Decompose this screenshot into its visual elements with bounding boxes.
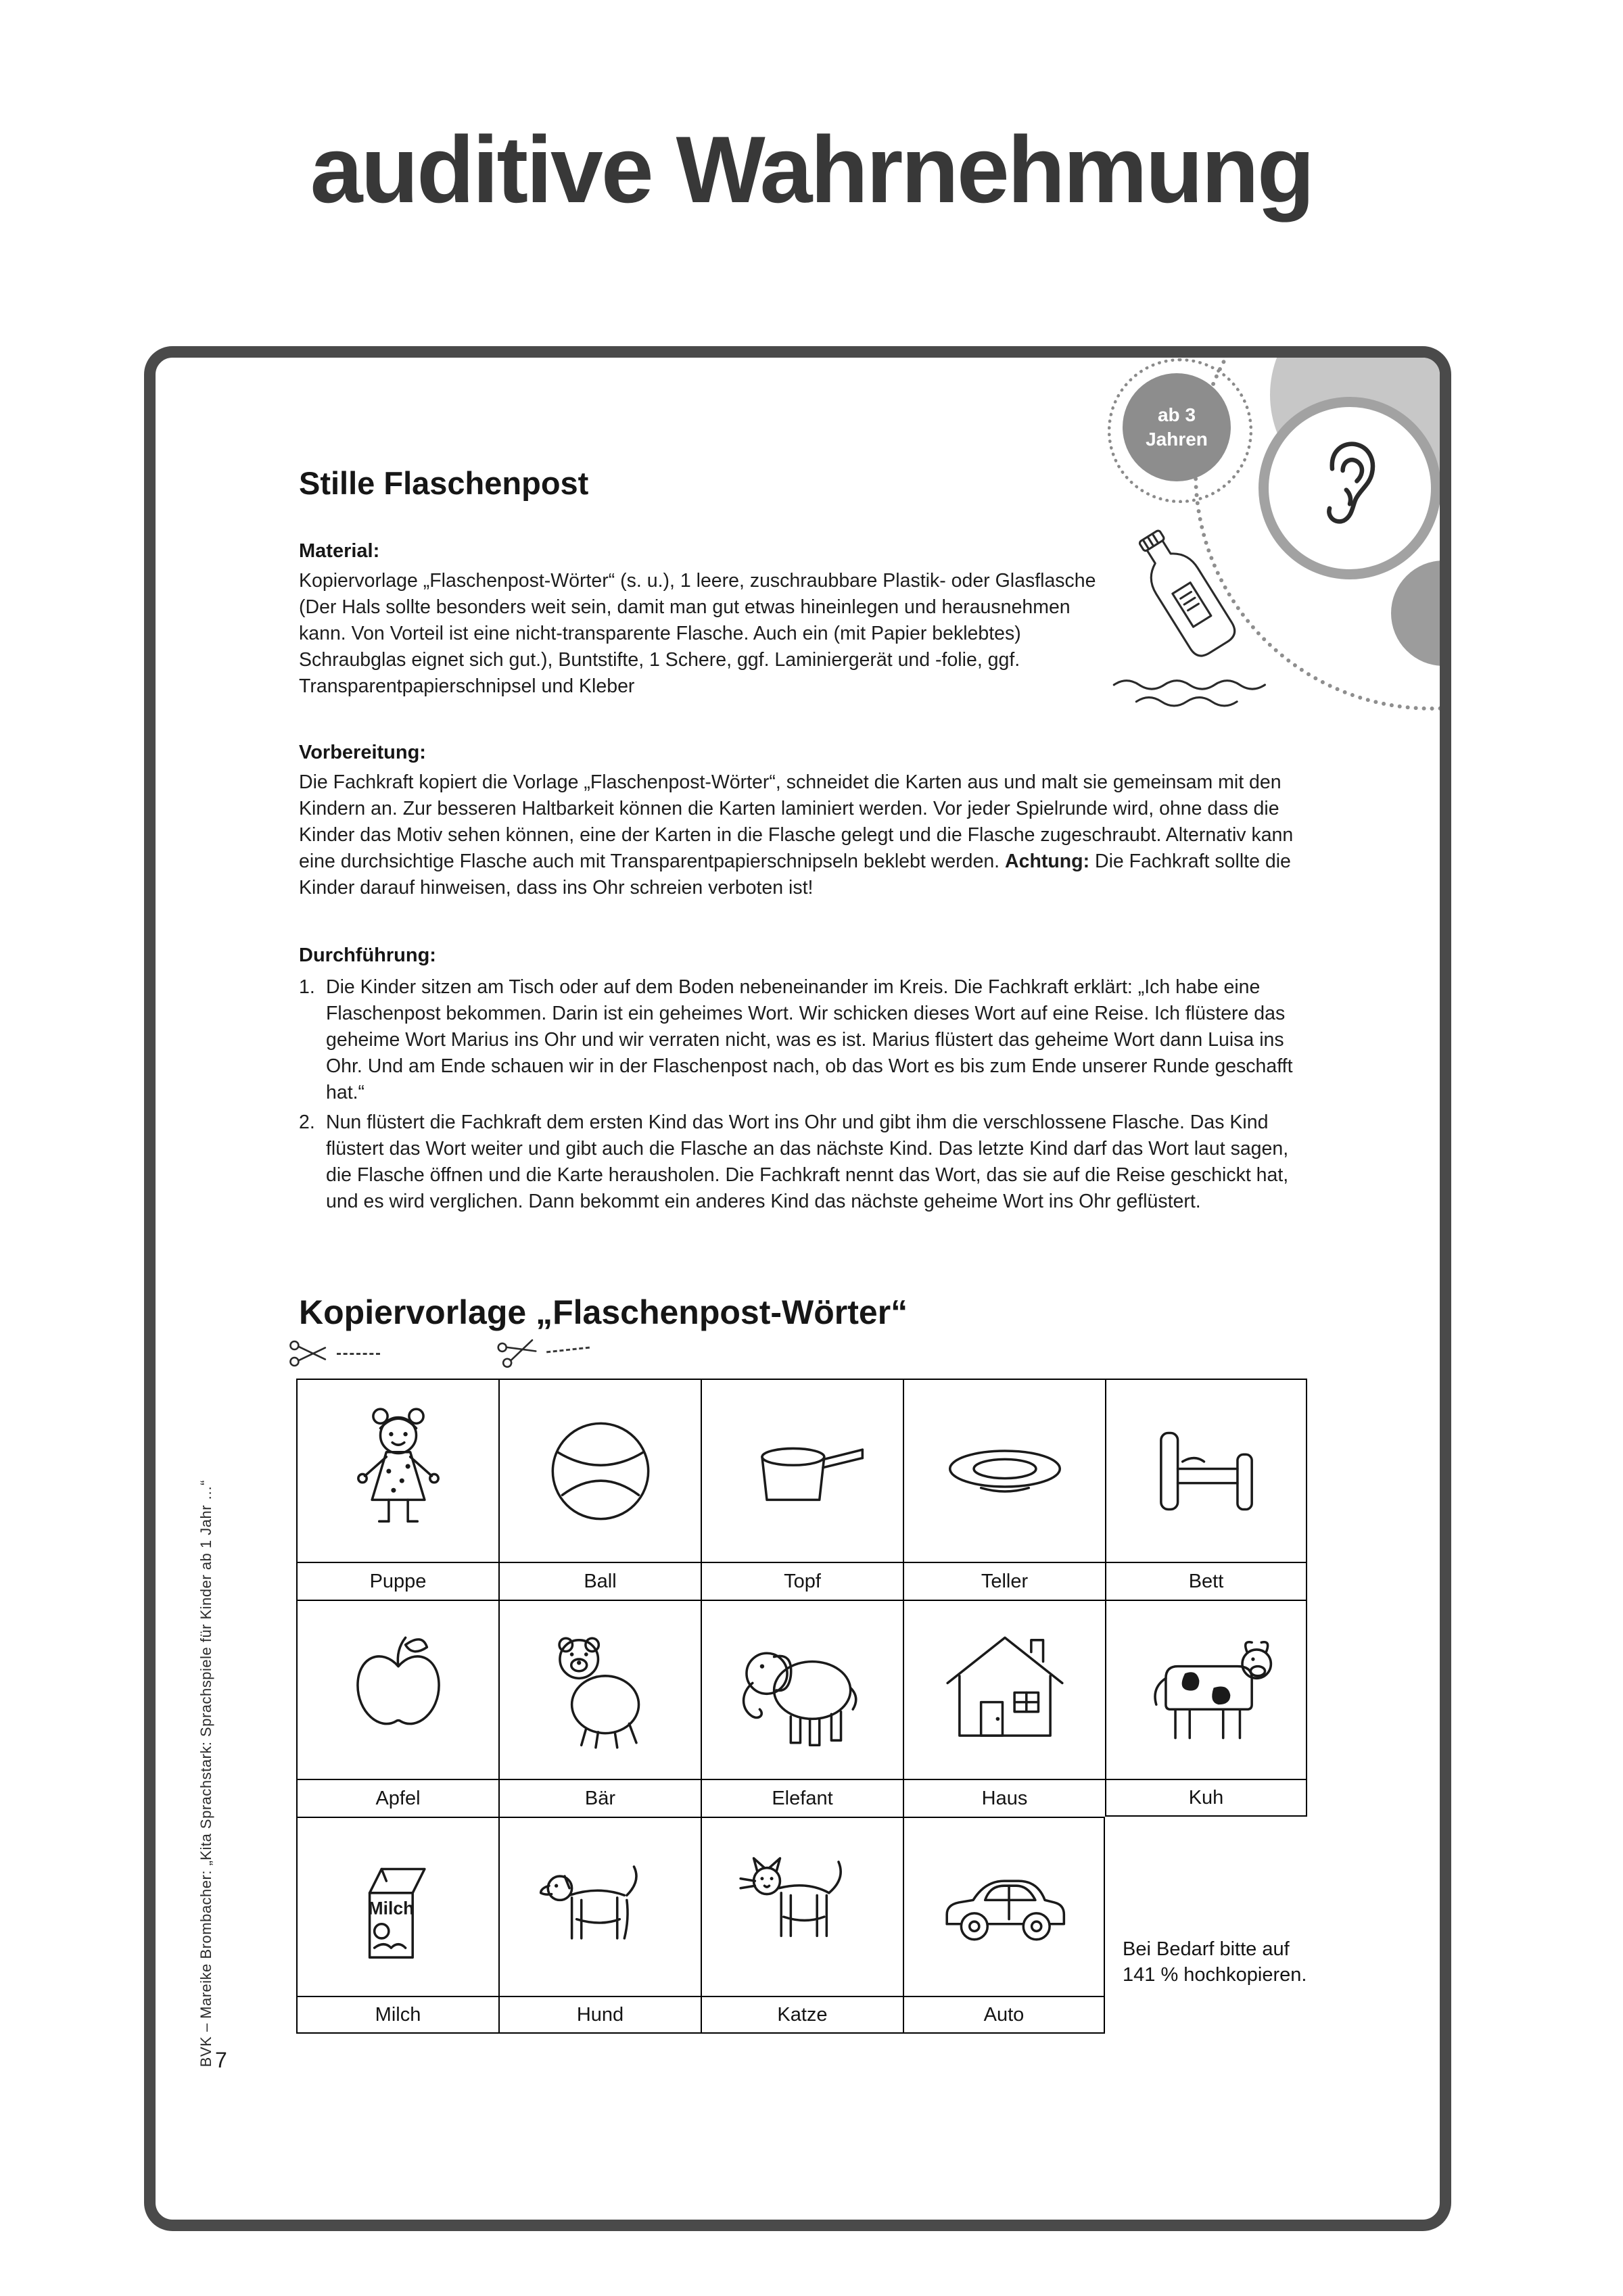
card-label: Milch — [296, 1996, 498, 2034]
empty-cell — [1105, 1996, 1307, 2034]
ear-icon — [1306, 435, 1394, 541]
ear-illustration-circle — [1259, 397, 1441, 579]
card-cell — [498, 1379, 701, 1562]
durchfuehrung-heading: Durchführung: — [299, 944, 436, 966]
card-label: Apfel — [296, 1779, 498, 1817]
material-text: Kopiervorlage „Flaschenpost-Wörter“ (s. u.), 1 leere, zuschraubbare Plastik- oder Glasflasche (Der Hals sollte besonders weit sein, damit man gut etwas hineinlegen und herausnehmen kann. Von Vorteil ist eine nicht-transparente Flasche. Auch ein (mit Papier beklebtes) Schraubglas eignet sich gut.), Buntstifte, 1 Schere, ggf. Laminiergerät und -folie, ggf. Transparentpapierschnipsel und Kleber — [299, 570, 1096, 697]
durchfuehrung-steps — [299, 974, 1313, 1218]
copy-note-area — [1105, 1817, 1307, 1996]
card-cell — [701, 1379, 903, 1562]
age-badge-line1: ab 3 — [1157, 404, 1196, 425]
vorbereitung-warn-text: Die Fachkraft sollte die Kinder darauf hinweisen, dass ins Ohr schreien verboten ist! — [299, 851, 1291, 899]
card-cell — [903, 1600, 1105, 1779]
step-item — [299, 974, 1313, 1106]
page-number: 7 — [215, 2048, 227, 2072]
card-cell — [296, 1379, 498, 1562]
step-text: Die Kinder sitzen am Tisch oder auf dem Boden nebeneinander im Kreis. Die Fachkraft erklärt: „Ich habe eine Flaschenpost bekommen. Darin ist ein geheimes Wort. Wir schicken dieses Wort auf eine Reise. Ich flüstere das geheime Wort Marius ins Ohr und wir verraten nicht, was es ist. Marius flüstert das geheime Wort dann Luisa ins Ohr. Und am Ende schauen wir in der Flaschenpost nach, ob das Wort es bis zum Ende unserer Runde geschafft hat.“ — [326, 976, 1293, 1103]
scissors-icon — [288, 1339, 329, 1368]
card-cell — [498, 1817, 701, 1996]
step-text: Nun flüstert die Fachkraft dem ersten Kind das Wort ins Ohr und gibt ihm die verschlossene Flasche. Das Kind flüstert das Wort weiter und gibt auch die Flasche an das nächste Kind. Das letzte Kind darf das Wort laut sagen, die Flasche öffnen und die Karte herausholen. Die Fachkraft nennt das Wort, das sie auf die Reise geschickt hat, und es wird verglichen. Dann bekommt ein anderes Kind das nächste geheime Wort ins Ohr geflüstert. — [326, 1111, 1289, 1212]
milk-carton-icon — [327, 1836, 470, 1979]
dog-icon — [529, 1836, 672, 1979]
card-cell — [296, 1817, 498, 1996]
page-title: auditive Wahrnehmung — [310, 116, 1313, 222]
cut-line — [337, 1353, 380, 1355]
card-label: Teller — [903, 1562, 1105, 1600]
card-cell — [701, 1600, 903, 1779]
cow-icon — [1135, 1619, 1278, 1762]
age-badge — [1123, 373, 1231, 481]
apple-icon — [327, 1619, 470, 1762]
card-cell — [1105, 1600, 1307, 1779]
vorbereitung-heading: Vorbereitung: — [299, 742, 426, 763]
copy-note-line2: 141 % hochkopieren. — [1123, 1964, 1307, 1986]
card-label: Hund — [498, 1996, 701, 2034]
card-label: Topf — [701, 1562, 903, 1600]
pot-icon — [731, 1400, 874, 1543]
card-cell — [903, 1817, 1105, 1996]
picture-card-table — [296, 1379, 1307, 2034]
kopiervorlage-heading: Kopiervorlage „Flaschenpost-Wörter“ — [299, 1293, 908, 1331]
book-credit-sidebar: BVK – Mareike Brombacher: „Kita Sprachstark: Sprachspiele für Kinder ab 1 Jahr …“ — [197, 1479, 214, 2067]
doll-icon — [327, 1400, 470, 1543]
card-label: Ball — [498, 1562, 701, 1600]
scissors-icon — [494, 1331, 542, 1370]
vorbereitung-text — [299, 769, 1313, 901]
age-badge-line2: Jahren — [1146, 429, 1208, 450]
ball-icon — [529, 1400, 672, 1543]
card-label: Bär — [498, 1779, 701, 1817]
card-cell — [1105, 1379, 1307, 1562]
house-icon — [933, 1619, 1077, 1762]
cat-icon — [731, 1836, 874, 1979]
card-label: Bett — [1105, 1562, 1307, 1600]
bear-icon — [529, 1619, 672, 1762]
step-number: 2. — [299, 1111, 315, 1133]
plate-icon — [933, 1400, 1077, 1543]
vorbereitung-warn-label: Achtung: — [1005, 851, 1090, 872]
bottle-icon — [1101, 519, 1284, 728]
svg-text:Milch: Milch — [368, 1898, 414, 1919]
bed-icon — [1135, 1400, 1278, 1543]
message-bottle-illustration — [1101, 519, 1284, 728]
card-label: Kuh — [1105, 1779, 1307, 1817]
vorbereitung-body: Die Fachkraft kopiert die Vorlage „Flaschenpost-Wörter“, schneidet die Karten aus und malt sie gemeinsam mit den Kindern an. Zur besseren Haltbarkeit können die Karten laminiert werden. Vor jeder Spielrunde wird, ohne dass die Kinder das Motiv sehen können, eine der Karten in die Flasche gelegt und die Flasche zugeschraubt. Alternativ kann eine durchsichtige Flasche auch mit Transparentpapierschnipseln beklebt werden. — [299, 771, 1294, 872]
card-cell — [701, 1817, 903, 1996]
worksheet-frame — [144, 346, 1451, 2231]
card-label: Elefant — [701, 1779, 903, 1817]
card-label: Puppe — [296, 1562, 498, 1600]
card-cell — [296, 1600, 498, 1779]
card-cell — [903, 1379, 1105, 1562]
copy-note — [1105, 1936, 1307, 1996]
copy-note-line1: Bei Bedarf bitte auf — [1123, 1938, 1290, 1960]
card-cell — [498, 1600, 701, 1779]
card-label: Auto — [903, 1996, 1105, 2034]
card-label: Haus — [903, 1779, 1105, 1817]
card-label: Katze — [701, 1996, 903, 2034]
car-icon — [933, 1836, 1076, 1979]
activity-title: Stille Flaschenpost — [299, 465, 589, 501]
step-item — [299, 1109, 1313, 1215]
material-heading: Material: — [299, 540, 380, 562]
elephant-icon — [731, 1619, 874, 1762]
cut-line — [546, 1347, 590, 1354]
step-number: 1. — [299, 976, 315, 998]
